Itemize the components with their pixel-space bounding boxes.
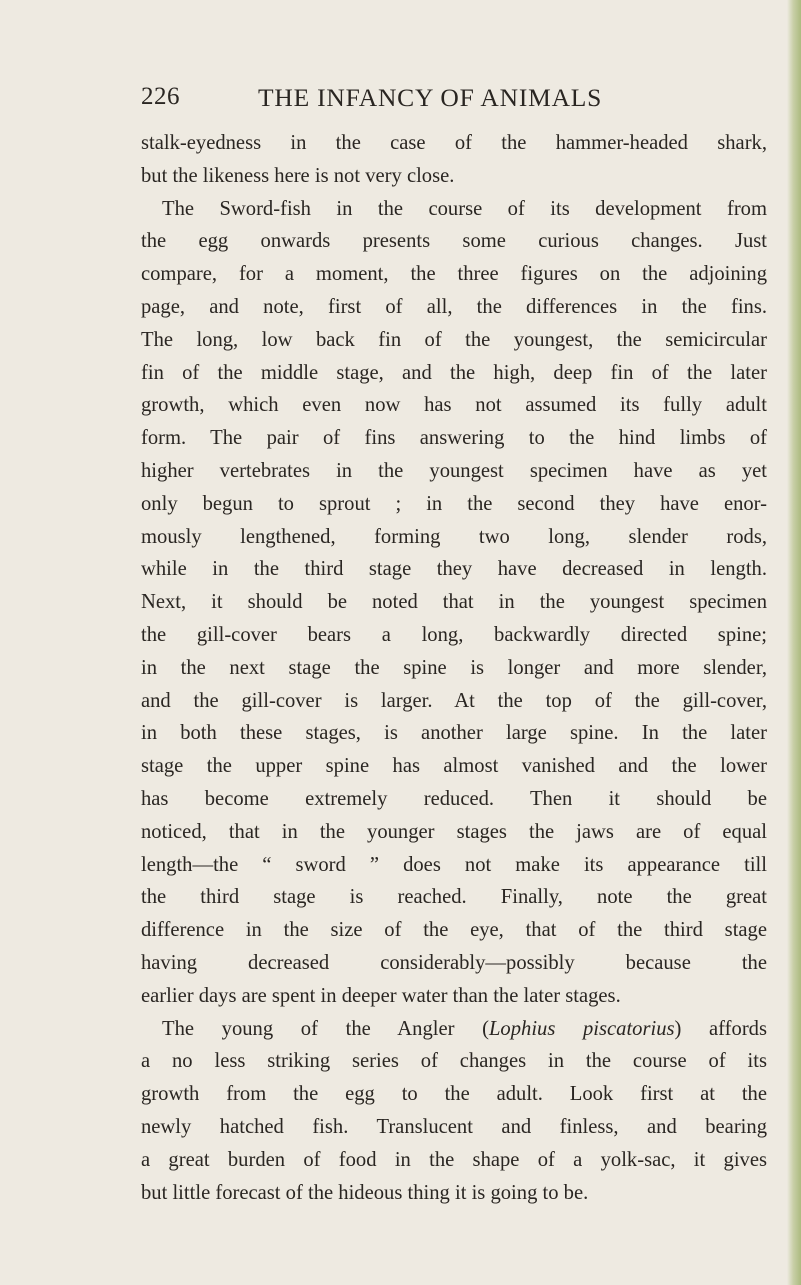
text-line: mously lengthened, forming two long, slender rods, bbox=[141, 525, 767, 548]
text-line: stalk-eyedness in the case of the hammer-headed shark, bbox=[141, 132, 767, 154]
text-line: growth from the egg to the adult. Look first at the bbox=[141, 1083, 767, 1106]
text-line: the egg onwards presents some curious changes. Just bbox=[141, 230, 767, 253]
page-edge-shading bbox=[787, 0, 801, 1285]
text-line: form. The pair of fins answering to the hind limbs of bbox=[141, 427, 767, 450]
text-line: page, and note, first of all, the differences in the fins. bbox=[141, 295, 767, 318]
text-line: and the gill-cover is larger. At the top of the gill-cover, bbox=[141, 689, 767, 712]
text-line: Next, it should be noted that in the youngest specimen bbox=[141, 591, 767, 614]
text-line: The long, low back fin of the youngest, the semicircular bbox=[141, 328, 767, 351]
text-line: in the next stage the spine is longer and more slender, bbox=[141, 656, 767, 679]
text-line: but the likeness here is not very close. bbox=[141, 164, 455, 187]
running-head: THE INFANCY OF ANIMALS bbox=[258, 83, 603, 112]
text-line: earlier days are spent in deeper water than the later stages. bbox=[141, 984, 621, 1007]
text-line: the third stage is reached. Finally, note the great bbox=[141, 886, 767, 909]
text-line-with-italic bbox=[141, 1013, 767, 1046]
text-line: a no less striking series of changes in the course of its bbox=[141, 1050, 767, 1073]
text-line: length—the “ sword ” does not make its appearance till bbox=[141, 853, 767, 876]
text-line: a great burden of food in the shape of a yolk-sac, it gives bbox=[141, 1148, 767, 1171]
text-segment: ) affords bbox=[674, 1017, 767, 1040]
text-line: stage the upper spine has almost vanished and the lower bbox=[141, 755, 767, 778]
text-segment: The young of the Angler ( bbox=[162, 1017, 489, 1040]
text-line: only begun to sprout ; in the second they have enor- bbox=[141, 492, 767, 515]
species-name-italic: Lophius piscatorius bbox=[488, 1017, 675, 1040]
page-number: 226 bbox=[141, 83, 180, 110]
text-line: the gill-cover bears a long, backwardly directed spine; bbox=[141, 623, 767, 646]
page-header bbox=[141, 83, 661, 123]
text-line: fin of the middle stage, and the high, deep fin of the later bbox=[141, 361, 767, 384]
text-line: having decreased considerably—possibly because the bbox=[141, 951, 767, 974]
text-line: growth, which even now has not assumed its fully adult bbox=[141, 394, 767, 417]
text-line: but little forecast of the hideous thing it is going to be. bbox=[141, 1181, 589, 1204]
text-line: while in the third stage they have decreased in length. bbox=[141, 558, 767, 581]
text-line: The Sword-fish in the course of its development from bbox=[162, 197, 767, 220]
text-line: noticed, that in the younger stages the jaws are of equal bbox=[141, 820, 767, 843]
body-text bbox=[141, 127, 767, 1209]
text-line: compare, for a moment, the three figures on the adjoining bbox=[141, 263, 767, 286]
text-line: higher vertebrates in the youngest specimen have as yet bbox=[141, 459, 767, 482]
text-line: newly hatched fish. Translucent and finless, and bearing bbox=[141, 1115, 767, 1138]
text-line: has become extremely reduced. Then it should be bbox=[141, 787, 767, 810]
text-line: difference in the size of the eye, that of the third stage bbox=[141, 919, 767, 942]
text-line: in both these stages, is another large spine. In the later bbox=[141, 722, 767, 745]
